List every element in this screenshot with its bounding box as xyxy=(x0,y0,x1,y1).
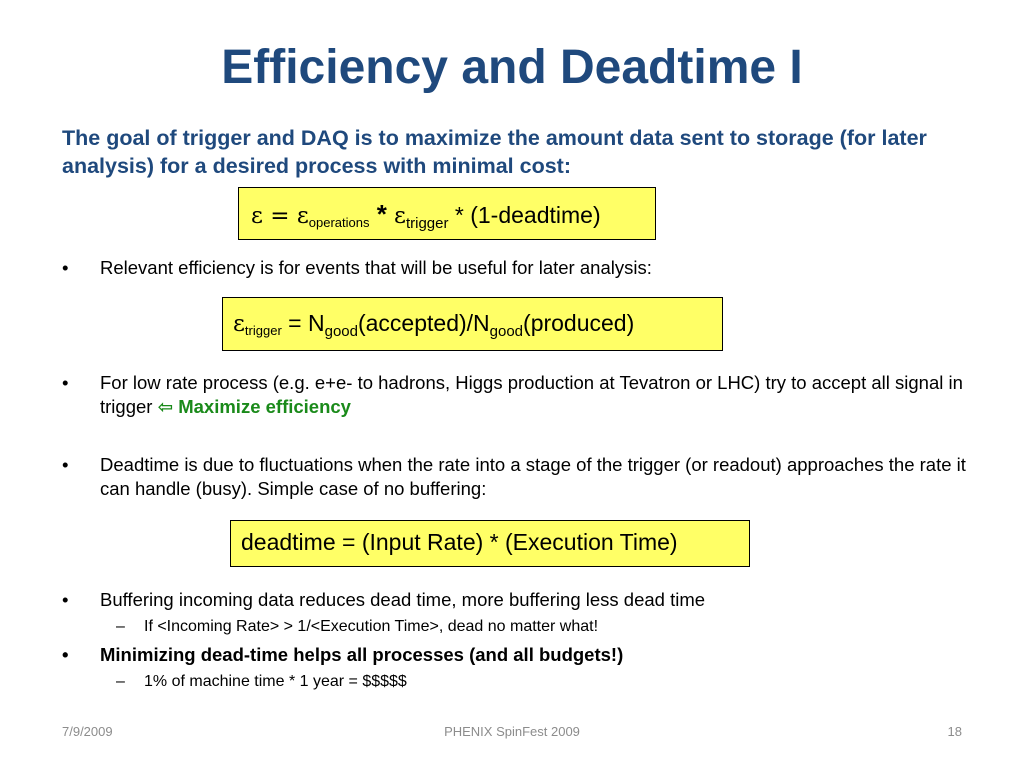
sub-bullet-text: If <Incoming Rate> > 1/<Execution Time>, dead no matter what! xyxy=(144,618,599,635)
bullet-text: Buffering incoming data reduces dead time, more buffering less dead time xyxy=(100,589,706,610)
sub-bullet-text: 1% of machine time * 1 year = $$$$$ xyxy=(144,673,407,690)
slide-title: Efficiency and Deadtime I xyxy=(221,41,803,94)
formula-remainder: * (1-deadtime) xyxy=(448,202,601,228)
good-subscript: good xyxy=(489,323,524,340)
bullet-marker: • xyxy=(62,589,69,610)
bullet-marker: • xyxy=(62,372,69,393)
intro-text: The goal of trigger and DAQ is to maximize the amount data sent to storage (for later analysis) for a desired process with minimal cost: xyxy=(62,126,927,178)
bullet-text xyxy=(100,371,980,419)
formula-text: (produced) xyxy=(523,310,635,336)
epsilon-symbol: ε xyxy=(233,311,245,337)
footer-date: 7/9/2009 xyxy=(62,724,113,739)
formula-text: (accepted)/N xyxy=(357,310,490,336)
formula-trigger-efficiency xyxy=(222,297,723,351)
maximize-efficiency-highlight: Maximize efficiency xyxy=(173,396,351,417)
bullet-text: Deadtime is due to fluctuations when the rate into a stage of the trigger (or readout) approaches the rate it can handle (busy). Simple case of no buffering: xyxy=(100,454,966,499)
bullet-text: Minimizing dead-time helps all processes (and all budgets!) xyxy=(100,644,624,665)
good-subscript: good xyxy=(324,323,358,340)
epsilon-symbol: ε xyxy=(251,203,263,229)
trigger-subscript: trigger xyxy=(405,215,449,232)
left-arrow-icon: ⇦ xyxy=(157,396,174,417)
bullet-text: Relevant efficiency is for events that will be useful for later analysis: xyxy=(100,257,652,278)
bullet-marker: • xyxy=(62,257,69,278)
dash-marker: – xyxy=(116,673,125,690)
formula-deadtime xyxy=(230,520,750,567)
equals-sign: = xyxy=(262,203,297,229)
bullet-marker: • xyxy=(62,644,69,665)
footer-title: PHENIX SpinFest 2009 xyxy=(444,724,580,739)
formula-text: = N xyxy=(281,310,325,336)
dash-marker: – xyxy=(116,618,125,635)
epsilon-symbol: ε xyxy=(394,203,406,229)
formula-text: deadtime = (Input Rate) * (Execution Time) xyxy=(241,529,678,555)
bullet-marker: • xyxy=(62,454,69,475)
trigger-subscript: trigger xyxy=(244,323,282,338)
formula-total-efficiency xyxy=(238,187,656,240)
epsilon-symbol: ε xyxy=(296,203,309,229)
bullet-text-main: For low rate process (e.g. e+e- to hadrons, Higgs production at Tevatron or LHC) try to accept all signal in trigger xyxy=(100,372,963,417)
operations-subscript: operations xyxy=(308,215,370,230)
page-number: 18 xyxy=(947,724,962,739)
multiply-sign: * xyxy=(369,199,395,229)
